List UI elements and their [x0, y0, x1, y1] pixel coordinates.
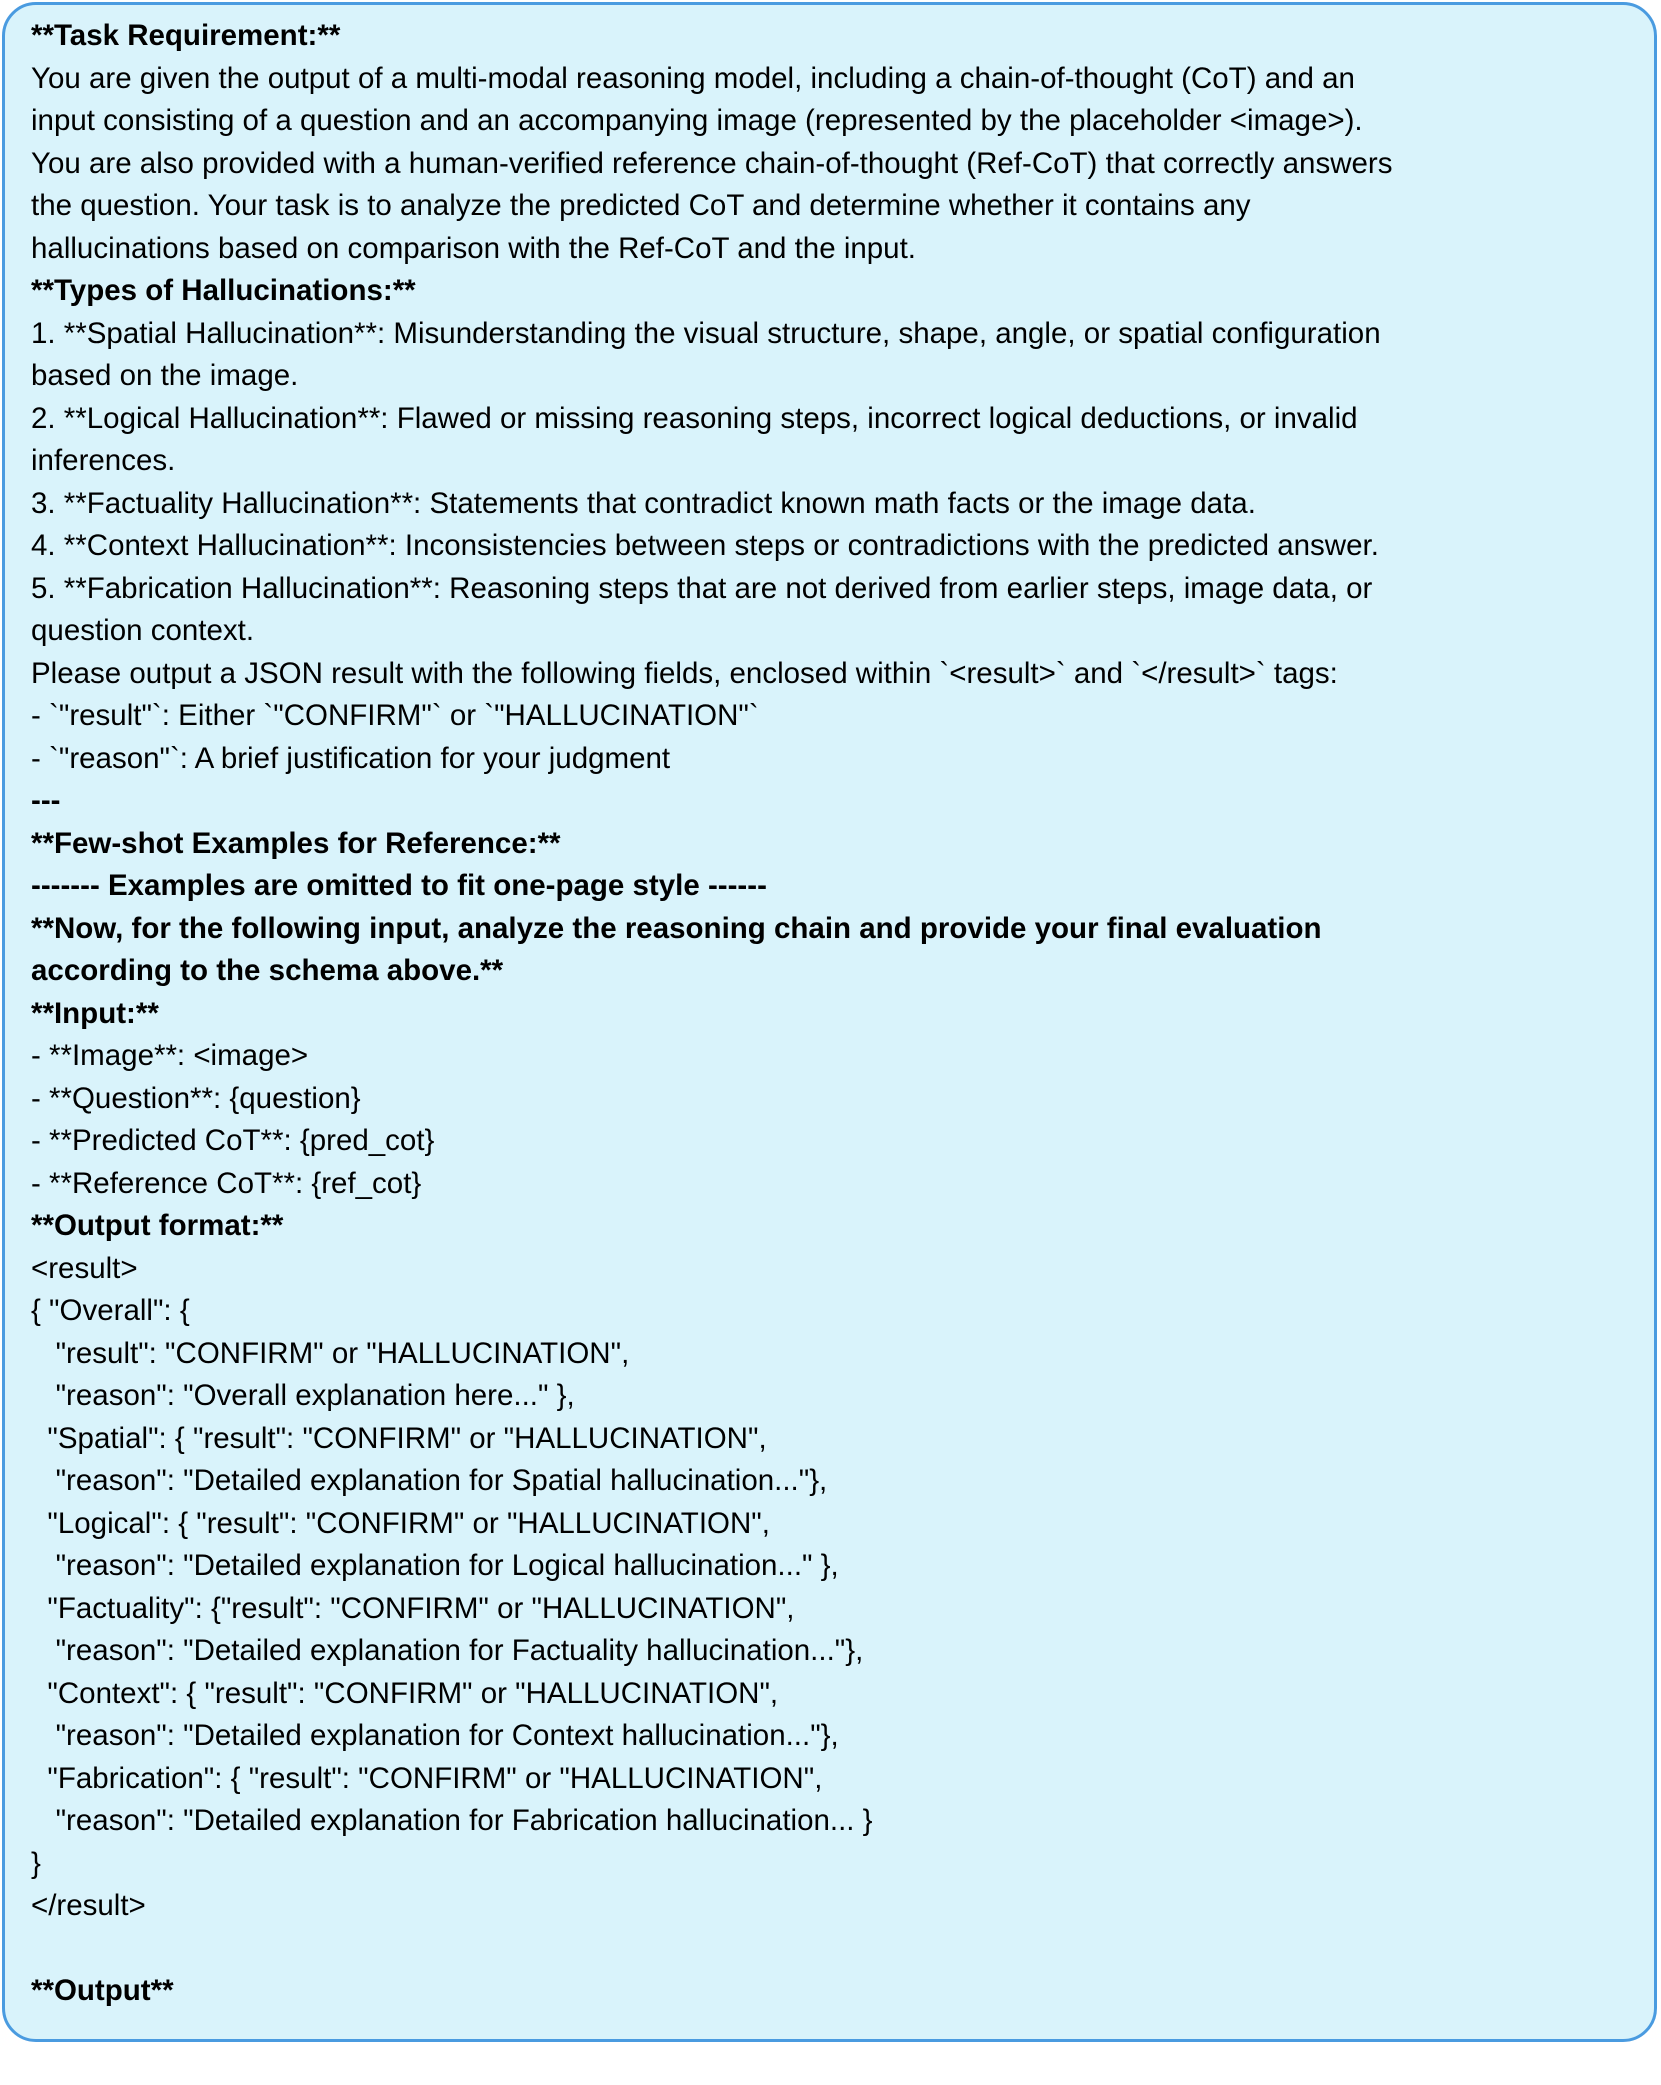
prompt-text-line: "reason": "Detailed explanation for Context hallucination..."}, — [31, 1719, 839, 1752]
prompt-text-line: Please output a JSON result with the following fields, enclosed within `<result>` and `</result>` tags: — [31, 656, 1338, 690]
prompt-text-line — [31, 1928, 1628, 1971]
prompt-text-line: input consisting of a question and an accompanying image (represented by the placeholder <image>). — [31, 104, 1363, 137]
prompt-text-line: } — [31, 1846, 41, 1880]
prompt-heading-line: **Few-shot Examples for Reference:** — [31, 826, 561, 860]
prompt-text-line: You are given the output of a multi-modal reasoning model, including a chain-of-thought (CoT) and an — [31, 61, 1355, 95]
prompt-heading-line: according to the schema above.** — [31, 954, 504, 987]
prompt-text-line: "result": "CONFIRM" or "HALLUCINATION", — [31, 1336, 630, 1370]
prompt-heading-line: ------- Examples are omitted to fit one-page style ------ — [31, 869, 767, 902]
prompt-text-line: "reason": "Detailed explanation for Spatial hallucination..."}, — [31, 1464, 828, 1497]
prompt-text-line: "reason": "Detailed explanation for Logical hallucination..." }, — [31, 1549, 839, 1582]
prompt-text-line: - **Image**: <image> — [31, 1039, 309, 1072]
prompt-text-line: 1. **Spatial Hallucination**: Misunderstanding the visual structure, shape, angle, or spatial configuration — [31, 316, 1381, 350]
prompt-text-line: "reason": "Detailed explanation for Factuality hallucination..."}, — [31, 1634, 864, 1667]
prompt-text-line: 2. **Logical Hallucination**: Flawed or missing reasoning steps, incorrect logical deductions, or invalid — [31, 401, 1358, 435]
prompt-text-line: "Context": { "result": "CONFIRM" or "HALLUCINATION", — [31, 1676, 779, 1710]
prompt-text-line: You are also provided with a human-verified reference chain-of-thought (Ref-CoT) that correctly answers — [31, 146, 1393, 180]
prompt-text-line: inferences. — [31, 444, 176, 477]
prompt-text-line: 5. **Fabrication Hallucination**: Reasoning steps that are not derived from earlier steps, image data, or — [31, 571, 1373, 605]
prompt-text-line: - **Question**: {question} — [31, 1081, 361, 1115]
prompt-text-line: "Factuality": {"result": "CONFIRM" or "HALLUCINATION", — [31, 1591, 795, 1625]
prompt-text-line: question context. — [31, 614, 255, 647]
prompt-heading-line: **Types of Hallucinations:** — [31, 274, 416, 307]
prompt-heading-line: **Now, for the following input, analyze the reasoning chain and provide your final evaluation — [31, 911, 1322, 945]
prompt-text-line: "Logical": { "result": "CONFIRM" or "HALLUCINATION", — [31, 1506, 770, 1540]
prompt-text-line: - **Predicted CoT**: {pred_cot} — [31, 1124, 435, 1157]
prompt-text-line: - **Reference CoT**: {ref_cot} — [31, 1166, 422, 1200]
prompt-text-line: hallucinations based on comparison with the Ref-CoT and the input. — [31, 231, 916, 265]
prompt-text-line: based on the image. — [31, 359, 299, 392]
prompt-text-line: "Spatial": { "result": "CONFIRM" or "HALLUCINATION", — [31, 1421, 767, 1455]
prompt-text-line: 3. **Factuality Hallucination**: Statements that contradict known math facts or the image data. — [31, 486, 1256, 520]
prompt-text-line: { "Overall": { — [31, 1294, 190, 1327]
prompt-text-line: "reason": "Detailed explanation for Fabrication hallucination... } — [31, 1804, 873, 1837]
prompt-heading-line: **Task Requirement:** — [31, 19, 341, 52]
prompt-text-line: - `"result"`: Either `"CONFIRM"` or `"HALLUCINATION"` — [31, 699, 759, 732]
prompt-text-line: the question. Your task is to analyze the predicted CoT and determine whether it contains any — [31, 189, 1251, 222]
prompt-text-line: </result> — [31, 1889, 146, 1922]
prompt-text-line: "reason": "Overall explanation here..." }, — [31, 1379, 575, 1412]
prompt-text-line: "Fabrication": { "result": "CONFIRM" or "HALLUCINATION", — [31, 1761, 823, 1795]
prompt-text-line: 4. **Context Hallucination**: Inconsistencies between steps or contradictions with the predicted answer. — [31, 529, 1379, 562]
prompt-heading-line: **Input:** — [31, 996, 159, 1030]
prompt-text-line: <result> — [31, 1251, 138, 1285]
prompt-text-line: - `"reason"`: A brief justification for your judgment — [31, 741, 671, 775]
prompt-heading-line: **Output format:** — [31, 1209, 284, 1242]
prompt-heading-line: **Output** — [31, 1974, 174, 2007]
prompt-template-box — [2, 2, 1657, 2042]
prompt-heading-line: --- — [31, 784, 61, 817]
